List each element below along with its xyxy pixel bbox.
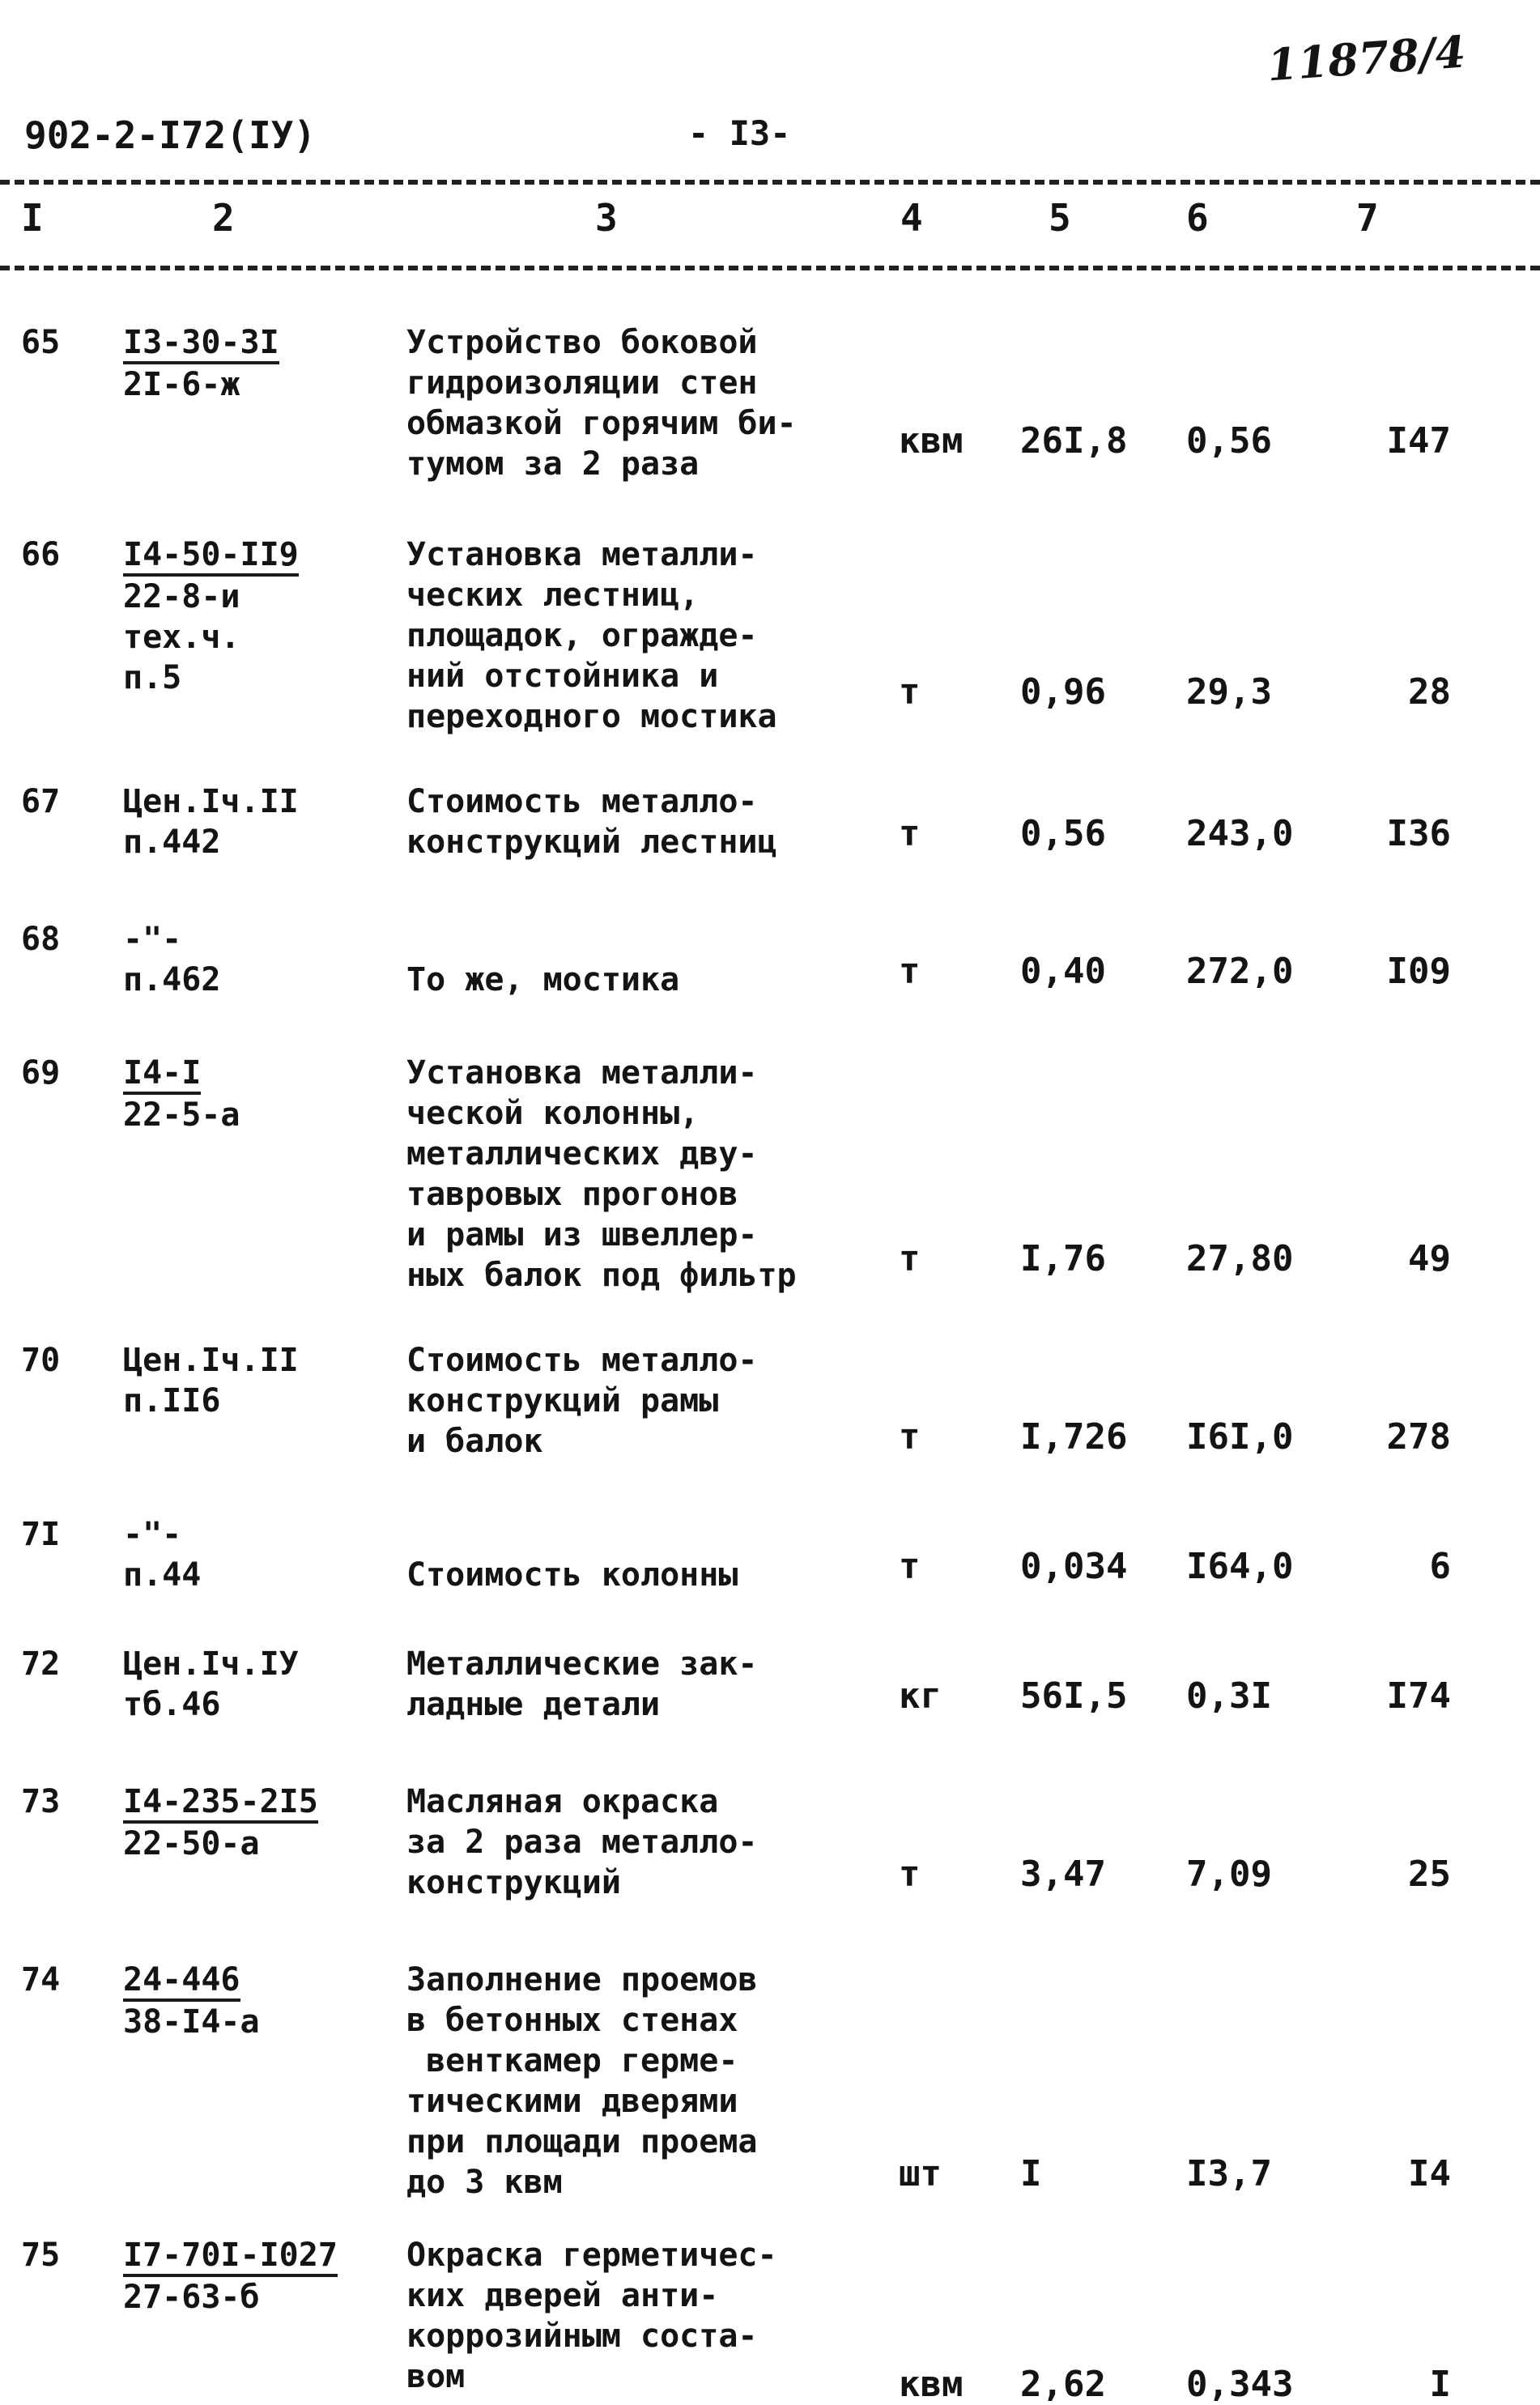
norm-reference (123, 1644, 299, 1725)
norm-reference-line: тех.ч. (123, 619, 240, 656)
norm-reference (123, 322, 279, 405)
norm-reference-line: Цен.Iч.II (123, 783, 299, 820)
quantity: 0,96 (1020, 671, 1106, 713)
work-description: Стоимость металло- конструкций лестниц (406, 783, 777, 861)
quantity: 2,62 (1020, 2364, 1106, 2405)
unit: т (899, 1546, 921, 1587)
work-description: Стоимость металло- конструкций рамы и балок (406, 1342, 758, 1460)
unit-price: 243,0 (1186, 813, 1294, 854)
quantity: 56I,5 (1020, 1675, 1128, 1717)
norm-code: I7-70I-I027 (123, 2237, 338, 2277)
quantity: 0,40 (1020, 951, 1106, 992)
work-description: Установка металли- ческой колонны, металлических дву- тавровых прогонов и рамы из швеллер- ных балок под фильтр (406, 1054, 797, 1294)
norm-reference (123, 534, 299, 698)
unit-price: I64,0 (1186, 1546, 1294, 1587)
column-header-6: 6 (1186, 196, 1209, 240)
norm-reference (123, 1340, 299, 1421)
unit-price: 0,56 (1186, 420, 1272, 462)
row-number: 7I (21, 1516, 61, 1553)
quantity: 0,034 (1020, 1546, 1128, 1587)
norm-reference-line: Цен.Iч.IУ (123, 1645, 299, 1683)
norm-code: 24-446 (123, 1961, 240, 2002)
header-divider-top (0, 180, 1540, 185)
norm-code: I4-50-II9 (123, 536, 299, 577)
norm-reference-line: 38-I4-а (123, 2003, 260, 2041)
column-header-3: 3 (595, 196, 618, 240)
total-cost: I47 (1386, 420, 1451, 462)
norm-reference-line: -"- (123, 1516, 182, 1553)
quantity: I (1020, 2153, 1042, 2194)
unit-price: I3,7 (1186, 2153, 1272, 2194)
unit-price: 7,09 (1186, 1854, 1272, 1895)
norm-reference (123, 1960, 260, 2042)
norm-reference-line: п.II6 (123, 1382, 221, 1420)
norm-reference-line: 22-8-и (123, 578, 240, 615)
norm-code: I4-235-2I5 (123, 1783, 318, 1824)
total-cost: I (1429, 2364, 1451, 2405)
unit: т (899, 813, 921, 854)
row-number: 75 (21, 2237, 61, 2274)
norm-code: I3-30-3I (123, 324, 279, 364)
unit: т (899, 951, 921, 992)
work-description: Масляная окраска за 2 раза металло- конструкций (406, 1783, 758, 1901)
column-header-2: 2 (212, 196, 235, 240)
unit-price: 27,80 (1186, 1238, 1294, 1279)
column-header-7: 7 (1356, 196, 1379, 240)
row-number: 70 (21, 1342, 61, 1379)
total-cost: I74 (1386, 1675, 1451, 1717)
unit: квм (899, 420, 964, 462)
norm-reference-line: тб.46 (123, 1686, 221, 1723)
handwritten-number: 11878/4 (1266, 25, 1468, 92)
total-cost: 49 (1408, 1238, 1451, 1279)
quantity: I,76 (1020, 1238, 1106, 1279)
unit: т (899, 671, 921, 713)
norm-reference-line: п.5 (123, 659, 182, 696)
work-description: То же, мостика (406, 961, 680, 998)
work-description: Металлические зак- ладные детали (406, 1645, 758, 1723)
norm-reference-line: п.462 (123, 961, 221, 998)
unit: т (899, 1416, 921, 1458)
norm-reference-line: 22-5-а (123, 1096, 240, 1134)
quantity: 0,56 (1020, 813, 1106, 854)
column-header-5: 5 (1049, 196, 1071, 240)
total-cost: 25 (1408, 1854, 1451, 1895)
unit-price: 272,0 (1186, 951, 1294, 992)
norm-reference-line: 27-63-б (123, 2279, 260, 2316)
row-number: 73 (21, 1783, 61, 1820)
quantity: I,726 (1020, 1416, 1128, 1458)
row-number: 69 (21, 1054, 61, 1092)
norm-reference-line: п.44 (123, 1556, 202, 1594)
total-cost: 6 (1429, 1546, 1451, 1587)
document-code: 902-2-I72(IУ) (24, 113, 317, 157)
norm-reference-line: Цен.Iч.II (123, 1342, 299, 1379)
unit-price: 29,3 (1186, 671, 1272, 713)
row-number: 66 (21, 536, 61, 573)
total-cost: I36 (1386, 813, 1451, 854)
norm-reference (123, 1514, 201, 1595)
page-number: - I3- (688, 113, 791, 153)
norm-reference (123, 1053, 240, 1135)
work-description: Устройство боковой гидроизоляции стен обмазкой горячим би- тумом за 2 раза (406, 324, 797, 483)
norm-reference (123, 781, 299, 862)
norm-reference-line: -"- (123, 921, 182, 958)
norm-reference (123, 1781, 318, 1864)
row-number: 72 (21, 1645, 61, 1683)
header-divider-bottom (0, 266, 1540, 270)
norm-code: I4-I (123, 1054, 201, 1095)
quantity: 3,47 (1020, 1854, 1106, 1895)
work-description: Установка металли- ческих лестниц, площадок, огражде- ний отстойника и переходного мостика (406, 536, 777, 735)
norm-reference (123, 919, 220, 1000)
work-description: Стоимость колонны (406, 1556, 738, 1594)
unit: квм (899, 2364, 964, 2405)
unit: шт (899, 2153, 942, 2194)
total-cost: I09 (1386, 951, 1451, 992)
total-cost: 278 (1386, 1416, 1451, 1458)
row-number: 68 (21, 921, 61, 958)
column-header-1: I (21, 196, 44, 240)
norm-reference (123, 2235, 338, 2318)
row-number: 74 (21, 1961, 61, 1998)
row-number: 65 (21, 324, 61, 361)
work-description: Окраска герметичес- ких дверей анти- коррозийным соста- вом (406, 2237, 777, 2395)
total-cost: I4 (1408, 2153, 1451, 2194)
unit-price: 0,3I (1186, 1675, 1272, 1717)
norm-reference-line: 22-50-а (123, 1825, 260, 1862)
unit: т (899, 1238, 921, 1279)
unit: т (899, 1854, 921, 1895)
unit-price: 0,343 (1186, 2364, 1294, 2405)
quantity: 26I,8 (1020, 420, 1128, 462)
row-number: 67 (21, 783, 61, 820)
norm-reference-line: 2I-6-ж (123, 366, 240, 403)
unit-price: I6I,0 (1186, 1416, 1294, 1458)
unit: кг (899, 1675, 942, 1717)
total-cost: 28 (1408, 671, 1451, 713)
column-header-4: 4 (900, 196, 923, 240)
norm-reference-line: п.442 (123, 824, 221, 861)
work-description: Заполнение проемов в бетонных стенах венткамер герме- тическими дверями при площади проема до 3 квм (406, 1961, 758, 2201)
